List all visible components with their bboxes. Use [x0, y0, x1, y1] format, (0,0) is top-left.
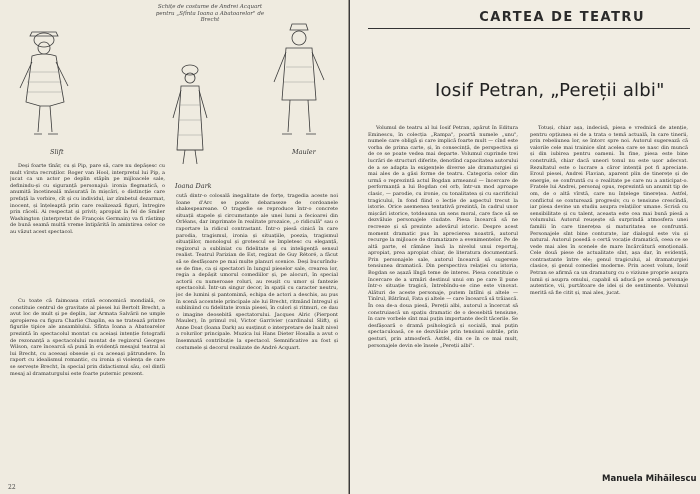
- left-column-2: cută dintr-o colosală inegalitate de forțe, tragedia aceste noi Ioane d'Arc se poate debaraseze de cordoanele shakespeareane. O tragedie se reproduce într-o concrete situații stapele și circumstanțe ale unei lumi a fecioarei din Orléans, dar imprimate în realitate prozaice, „o ridiculă" sau o raportare la ridicul contrastant. Într-o piesă cinică în care parodia, tragismul, ironia și situațiile, poezia, tragismul situațiilor, monologul și grotescul se împletesc cu eleganță, regizorul a subliniat cu fidelitate și cu inteligență sensul realist. Teatrul Parizian de Est, regizat de Guy Rétoré, a făcut să se desfășoare pe mai multe planuri scenice. Deși bucurîndu-se de fine, ca și spectatori în lungul pieselor sale, crearea lor, regia a depășit umorul comediilor și, pe alocuri, în special actorii cu numeroase roluri, au reușit cu umor și fantezie spectacolul. Într-un singur decor, în spații cu caracter neutru, joc de lumini și pantomimă, echipa de actori a deschis, au pus în scenă accentele principale ale lui Brecht, ritmând întregul și subliniind cu fidelitate ironia piesei, în culori și ritmuri, ce dau o imagine deosebită spectatorului. Jacques Alric (Pierpont Mauler), în primul rol, Victor Garrivier (cardinalul Slift), și Anne Doat (Ioana Dark) au susținut o interpretare de înalt nivel a rolurilor principale. Muzica lui Hans Dieter Hosalla a avut o însemnată contribuție la spectacol. Semnificative au fost și costumele și decorul realizate de André Acquart.: [176, 193, 338, 351]
- left-page: [0, 0, 349, 494]
- mauler-costume-sketch: [262, 22, 337, 142]
- slift-costume-sketch: [10, 22, 80, 142]
- figure-label-mauler: Mauler: [292, 148, 316, 156]
- section-rubric: [368, 8, 690, 29]
- right-column-2: Totuși, chiar așa, indecisă, piesa e vrednică de atenție, pentru opțiunea ei de a trata o temă actuală, în care tinerii, prin rebeliunea lor, se întorc spre noi. Autorul sugerează că valorile cele mai trainice sînt acelea care se nasc din muncă și din iubirea pentru oameni. În fine, piesa este bine construită, chiar dacă uneori tonul nu este ușor adecvat. Rezultatul este o lucrare a căror intenții pot fi apreciate. Eroul piesei, Andrei Flavian, aparent plin de tinerețe și de energie, se confruntă cu o realitate pe care nu a anticipat-o. Fratele lui Andrei, personaj opus, reprezintă un anumit tip de om, de o altă vîrstă, care nu înțelege tinerețea. Astfel, conflictul se conturează progresiv, cu o tensiune crescîndă, iar piesa devine un studiu asupra relațiilor umane. Scrisă cu sensibilitate și cu talent, aceasta este cea mai bună piesă a volumului. Autorul reușește să surprindă atmosfera unei familii în care tinerețea și maturitatea se confruntă. Personajele sînt bine conturate, iar dialogul este viu și natural. Autorul posedă o certă vocație dramatică, ceea ce se vede mai ales în scenele de mare încărcătură emoțională. Cele două piese de actualitate sînt, așa dar, în evidență, contrastante între ele; genul tragicului, al dramaturgiei clasice, și genul comediei moderne. Prin acest volum, Iosif Petran se afirmă ca un dramaturg cu o viziune proprie asupra lumii și asupra omului, capabil să aducă pe scenă personaje autentice, vii, purtătoare de idei și de sentimente. Volumul merită să fie citit și, mai ales, jucat.: [530, 125, 688, 296]
- author-signature: Manuela Mihăilescu: [602, 474, 697, 484]
- rubric-title: CARTEA DE TEATRU: [479, 10, 645, 25]
- right-column-1: Volumul de teatru al lui Iosif Petran, apărut în Editura Eminescu, în colecția „Rampa", poartă numele „unu", numele care obligă și care implică foarte mult — cînd este vorba de prima carte, și, în consecință, de perspectiva și de ce se poate vedea mai departe. Volumul cuprinde trei lucrări de structuri diferite, denotînd capacitatea autorului de a se adapta la exigențele diverse ale dramaturgiei și mai ales de a găsi forme de teatru. Categoria celor din urmă o reprezintă actul Bogdan armeanul — încercare de performanță a lui Bogdan cel orb, într-un mod aproape clasic, — parodie, cu ironie, cu tonalitatea și cu sacrificiul tragicului, în fond fiind o lecție de aspectul trecut la istorie. Orice asemenea tentativă prezintă, în cadrul unor mișcări istorice, totdeauna un sens moral, care face să se dezvăluie personajele ciudate. Piesa încearcă să ne recreeze și să prezinte adevărul istoric. Despre acest moment dramatic pus în aprecierea noastră, autorul recurge la mijloace de dramatizare a evenimentelor. Pe de altă parte, el rămâne însă la nivelul unui reportaj, apropiat, prea apropiat chiar, de literatura documentară. Prin personajele sale, autorul încearcă să sugereze tensiunea dramatică. Din perspectiva relației cu istoria, Bogdan se așază lîngă teme de interes. Piesa constituie o încercare de a urmări destinul unui om pe care îl pune într-o situație tragică, întrebîndu-se cine este vinovat. Alături de aceste personaje, putem întîlni și altele — Tinîrul, Bătrînul, Fata și altele — care încearcă să trăiască. În cea de-a doua piesă, Pereții albi, autorul a încercat să construiască un spațiu dramatic de o deosebită tensiune, în care vorbele sînt mai puțin importante decît tăcerile. Se desfășoară o dramă psihologică și socială, mai puțin spectaculoasă, ce se dezvăluie prin tensiuni subtile, prin gesturi, prin atmosferă. Astfel, din ce în ce mai mult, personajele devin ele însele „Pereții albi".: [368, 125, 518, 349]
- figure-label-ioana-dark: Ioana Dark: [175, 182, 212, 190]
- article-headline: Iosif Petran, „Pereții albi": [435, 80, 665, 101]
- right-page: [350, 0, 700, 494]
- left-column-1-bottom: Cu toate că faimoasa criză economică mondială, ce constituie centrul de gravitate al piesei lui Bertolt Brecht, a avut loc de mult și pe deplin, iar Armata Salvării ne umple apropierea cu figura Charlie Chaplin, ea ne tratează printre figurile tipice ale ansamblului. Sfînta Ioana a Abatoarelor prezintă în spectacolul montat cu aceiași intenție fotografii de rezonanță a spectacolului montat de regizorul Georges Wilson, care încearcă să pună în evidență mesajul teatral al lui Brecht, cu aceeași obsesie și cu aceeași pătrundere. În raport cu idealismul romantic, cu ironia și violența de care se servește Brecht, în special prin didactismul său, cel dintîi mesaj al dramaturgului este foarte puternic prezent.: [10, 298, 165, 377]
- costume-sketch-caption: Schițe de costume de Andrei Acquart pentru „Sfînta Ioana a Abatoarelor" de Brecht: [155, 4, 265, 23]
- ioana-dark-costume-sketch: [155, 60, 225, 170]
- figure-label-slift: Slift: [50, 148, 64, 156]
- page-number: 22: [8, 484, 16, 491]
- left-column-1-top: Deși foarte tînăr, cu și Pip, pare să, care nu depășesc cu mult vîrsta recruților. Roger van Hool, interpretul lui Pip, a jucat ca un actor pe deplin stăpîn pe mijloacele sale, definindu-și cu siguranță personajul: ironia flegmatică, o anumită încetineală măsurată în mișcări, o distincție care prefață la vorbire, cît și cu individul, iar zîmbetul dezarmat, inocent, și înțeleaptă prin care realizează figuri, întregire prin răceli. Ai respectat și privit; apropiat la fel de Smiler Washington (interpretat de François Germain) va fi răstimp de bună seamă multă vreme întipărită în amintirea celor ce au văzut acest spectacol.: [10, 163, 165, 235]
